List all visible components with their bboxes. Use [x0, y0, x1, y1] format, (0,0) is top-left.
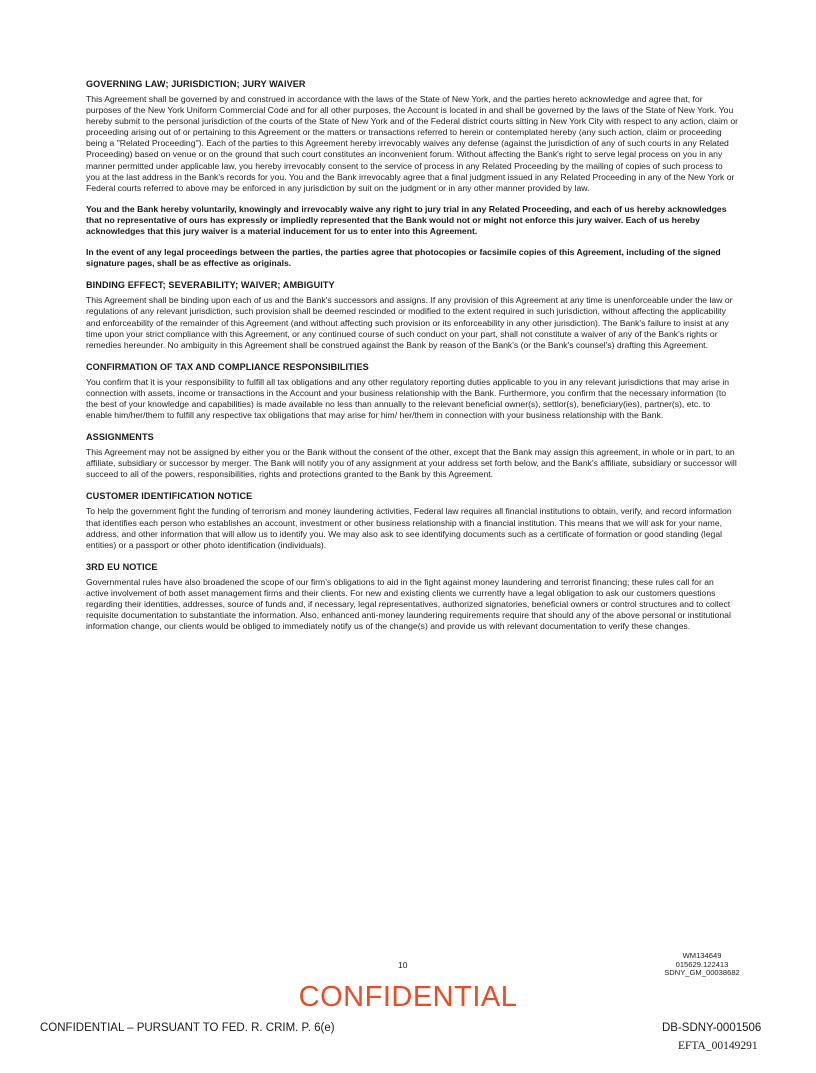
- paragraph: To help the government fight the funding of terrorism and money laundering activities, Federal law requires all financial institutions to obtain, verify, and record information that identifies each person who establishes an account, investment or other business relationship with a financial institution. This means that we will ask for your name, address, and other information that will allow us to identify you. We may also ask to see identifying documents such as a certificate of formation or good standing (legal entities) or a passport or other photo identification (individuals).: [86, 506, 732, 550]
- bates-stamp: [652, 952, 752, 978]
- section-governing-law: [86, 78, 738, 269]
- section-customer-identification: [86, 490, 738, 550]
- page-number: 10: [398, 960, 408, 970]
- paragraph: Governmental rules have also broadened the scope of our firm's obligations to aid in the fight against money laundering and terrorist financing; these rules call for an active involvement of both asset management firms and their clients. For new and existing clients we currently have a legal obligation to ask our customers questions regarding their identities, addresses, source of funds and, if necessary, legal representatives, authorized signatories, beneficial owners or control structures and to collect requisite documentation to substantiate the information. Also, enhanced anti-money laundering requirements require that should any of the above personal or institutional information change, our clients would be obliged to immediately notify us of the change(s) and provide us with relevant documentation to verify these changes.: [86, 576, 731, 632]
- section-tax-compliance: [86, 361, 738, 421]
- section-assignments: [86, 431, 738, 480]
- paragraph-jury-waiver: You and the Bank hereby voluntarily, knowingly and irrevocably waive any right to jury trial in any Related Proceeding, and each of us hereby acknowledges that no representative of ours has expressly or impliedly represented that the Bank would not or might not enforce this jury waiver. Each of us hereby acknowledges that this jury waiver is a material inducement for us to enter into this Agreement.: [86, 203, 727, 237]
- paragraph: You confirm that it is your responsibility to fulfill all tax obligations and any other regulatory reporting duties applicable to you in any relevant jurisdictions that may arise in connection with assets, income or transactions in the Account and your business relationship with the Bank. Furthermore, you confirm that the necessary information (to the best of your knowledge and capabilities) is made available no less than annually to the relevant beneficial owner(s), settlor(s), beneficiary(ies), partner(s), etc. to enable him/her/them to fulfill any respective tax obligations that may arise for him/ her/them in connection with your business relationship with the Bank.: [86, 376, 730, 421]
- footer-confidential-notice: CONFIDENTIAL – PURSUANT TO FED. R. CRIM. P. 6(e): [40, 1022, 335, 1034]
- section-heading: ASSIGNMENTS: [86, 432, 154, 443]
- paragraph: This Agreement shall be binding upon each of us and the Bank's successors and assigns. If any provision of this Agreement at any time is unenforceable under the law or regulations of any relevant jurisdiction, such provision shall be deemed rescinded or modified to the extent required in such jurisdiction, without affecting the applicability and enforceability of the remainder of this Agreement (and without affecting such provision or its enforceability in any other jurisdiction). The Bank's failure to insist at any time upon your strict compliance with this Agreement, or any continued course of such conduct on your part, shall not constitute a waiver of any of the Bank's rights or remedies hereunder. No ambiguity in this Agreement shall be construed against the Bank by reason of the Bank's (or the Bank's counsel's) drafting this Agreement.: [86, 295, 733, 350]
- stamp-line-1: WM134649: [682, 951, 722, 960]
- section-heading: BINDING EFFECT; SEVERABILITY; WAIVER; AMBIGUITY: [86, 280, 335, 291]
- section-heading: GOVERNING LAW; JURISDICTION; JURY WAIVER: [86, 79, 306, 89]
- footer-bates-number: DB-SDNY-0001506: [662, 1022, 762, 1034]
- footer-efta-number: EFTA_00149291: [678, 1040, 758, 1052]
- paragraph-photocopies: In the event of any legal proceedings between the parties, the parties agree that photocopies or facsimile copies of this Agreement, including of the signed signature pages, shall be as effective as originals.: [86, 247, 721, 269]
- confidential-watermark: CONFIDENTIAL: [298, 981, 518, 1013]
- section-heading: CUSTOMER IDENTIFICATION NOTICE: [86, 491, 253, 502]
- section-binding-effect: [86, 279, 738, 350]
- section-3rd-eu-notice: [86, 561, 738, 632]
- stamp-line-3: SDNY_GM_00038682: [664, 968, 740, 978]
- stamp-line-2: 015629.122413: [675, 959, 729, 969]
- section-heading: CONFIRMATION OF TAX AND COMPLIANCE RESPONSIBILITIES: [86, 361, 369, 372]
- document-body: [86, 78, 738, 642]
- section-heading: 3RD EU NOTICE: [86, 561, 158, 572]
- paragraph: This Agreement may not be assigned by either you or the Bank without the consent of the other, except that the Bank may assign this agreement, in whole or in part, to an affiliate, subsidiary or successor by merger. The Bank will notify you of any assignment at your address set forth below, and the Bank's affiliate, subsidiary or successor will succeed to all of the powers, responsibilities, rights and protections granted to the Bank by this Agreement.: [86, 447, 737, 480]
- paragraph: This Agreement shall be governed by and construed in accordance with the laws of the State of New York, and the parties hereto acknowledge and agree that, for purposes of the New York Uniform Commercial Code and for all other purposes, the Account is located in and shall be governed by the laws of the State of New York. You hereby submit to the personal jurisdiction of the courts of the State of New York and of the Federal district courts sitting in New York City with respect to any action, claim or proceeding arising out of or pertaining to this Agreement or the matters or transactions referred to herein or contemplated hereby (any such action, claim or proceeding being a "Related Proceeding"). Each of the parties to this Agreement hereby irrevocably waives any defense (against the jurisdiction of any of such courts in any Related Proceeding) based on venue or on the ground that such court constitutes an inconvenient forum. Without affecting the Bank's right to serve legal process on you in any manner permitted under applicable law, you hereby irrevocably consent to the service of process in any Related Proceeding by the mailing of copies of such process to you at the last address in the Bank's records for you. You and the Bank irrevocably agree that a final judgment issued in any Related Proceeding in any of the New York or Federal courts referred to above may be enforced in any jurisdiction by suit on the judgment or in any other manner provided by law.: [86, 94, 738, 193]
